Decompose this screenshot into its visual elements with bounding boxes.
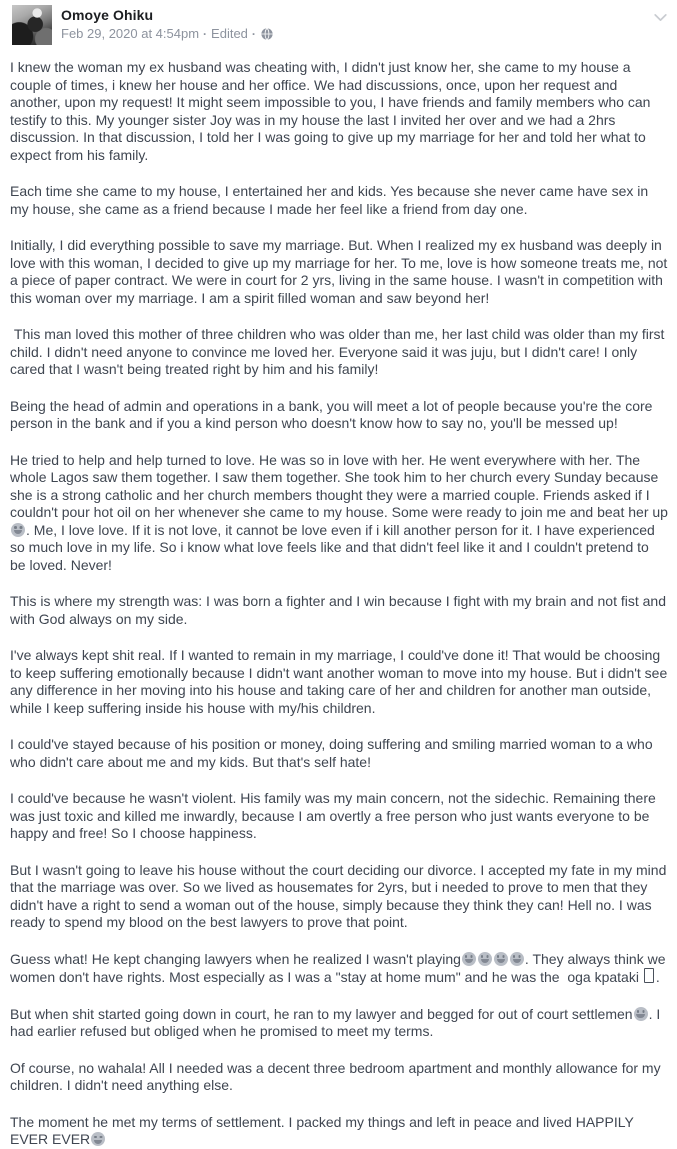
smile-emoji [91, 1132, 105, 1146]
grin-emoji [634, 1007, 648, 1021]
post-paragraph: I knew the woman my ex husband was cheating with, I didn't just know her, she came to my house a couple of times, i knew her house and her office. We had discussions, once, upon her request and another, upon my request! It might seem impossible to you, I have friends and family members who can testify to this. My younger sister Joy was in my house the last I invited her over and we had a 2hrs discussion. In that discussion, I told her I was going to give up my marriage for her and told her what to expect from his family. [10, 59, 655, 163]
meta-separator: · [251, 26, 256, 41]
tofu-box-glyph [644, 968, 654, 983]
post-paragraph: He tried to help and help turned to love. He was so in love with her. He went everywhere with her. The whole Lagos saw them together. I saw them together. She took him to her church every Sunday because she is a strong catholic and her church members thought they were a married couple. Friends asked if I couldn't pour hot oil on her whenever she came to my house. Some were ready to join me and beat her up. Me, I love love. If it is not love, it cannot be love even if i kill another person for it. I have experienced so much love in my life. So i know what love feels like and that didn't feel like it and I couldn't pretend to be loved. Never! [10, 451, 668, 573]
grin-emoji [494, 952, 508, 966]
post-meta [61, 26, 273, 41]
post-paragraph: This is where my strength was: I was born a fighter and I win because I fight with my brain and not fist and with God always on my side. [10, 593, 670, 627]
post-body [0, 45, 677, 1149]
post-header-text [61, 5, 273, 41]
post-paragraph: This man loved this mother of three children who was older than me, her last child was older than my first child. I didn't need anyone to convince me loved her. Everyone said it was juju, but I didn't care! I only cared that I wasn't being treated right by him and his family! [10, 326, 669, 377]
post-paragraph: Guess what! He kept changing lawyers when he realized I wasn't playing . They always think we women don't have rights. Most especially as I was a "stay at home mum" and he was the oga kpataki . [10, 950, 670, 985]
post-paragraph: Initially, I did everything possible to save my marriage. But. When I realized my ex husband was deeply in love with this woman, I decided to give up my marriage for her. To me, love is how someone treats me, not a piece of paper contract. We were in court for 2 yrs, living in the same house. I wasn't in competition with this woman over my marriage. I am a spirit filled woman and saw beyond her! [10, 237, 672, 306]
grin-emoji [478, 952, 492, 966]
post-paragraph: Of course, no wahala! All I needed was a decent three bedroom apartment and monthly allowance for my children. I didn't need anything else. [10, 1059, 665, 1093]
post-paragraph: But I wasn't going to leave his house without the court deciding our divorce. I accepted my fate in my mind that the marriage was over. So we lived as housemates for 2yrs, but i needed to prove to men that they didn't have a right to send a woman out of the house, simply because they think they can! Hell no. I was ready to spend my blood on the best lawyers to prove that point. [10, 861, 671, 930]
chevron-down-icon[interactable] [651, 8, 669, 26]
post-paragraph: But when shit started going down in court, he ran to my lawyer and begged for out of court settlemen . I had earlier refused but obliged when he promised to meet my terms. [10, 1005, 665, 1039]
timestamp[interactable]: Feb 29, 2020 at 4:54pm [61, 26, 200, 41]
avatar[interactable] [12, 5, 52, 45]
post-paragraph: The moment he met my terms of settlement. I packed my things and left in peace and lived HAPPILY EVER EVER [10, 1113, 638, 1147]
meta-separator: · [203, 26, 208, 41]
post-paragraph: Being the head of admin and operations in a bank, you will meet a lot of people because you're the core person in the bank and if you a kind person who doesn't know how to say no, you'll be messed up! [10, 397, 657, 431]
globe-icon [261, 28, 273, 40]
edited-label: Edited [211, 26, 248, 41]
post-paragraph: I could've because he wasn't violent. His family was my main concern, not the sidechic. Remaining there was just toxic and killed me inwardly, because I am overtly a free person who just wants everyone to be happy and free! So I choose happiness. [10, 790, 660, 841]
grin-emoji [462, 952, 476, 966]
author-name[interactable]: Omoye Ohiku [61, 7, 154, 23]
post-header [0, 0, 677, 45]
post-paragraph: Each time she came to my house, I entertained her and kids. Yes because she never came have sex in my house, she came as a friend because I made her feel like a friend from day one. [10, 183, 653, 217]
grin-emoji [510, 952, 524, 966]
post-paragraph: I could've stayed because of his position or money, doing suffering and smiling married woman to a who who didn't care about me and my kids. But that's self hate! [10, 736, 657, 770]
grin-emoji [11, 523, 25, 537]
post-paragraph: I've always kept shit real. If I wanted to remain in my marriage, I could've done it! That would be choosing to keep suffering emotionally because I didn't want another woman to move into my house. But i didn't see any difference in her moving into his house and taking care of her and children for another man outside, while I keep suffering inside his house with my/his children. [10, 647, 672, 716]
